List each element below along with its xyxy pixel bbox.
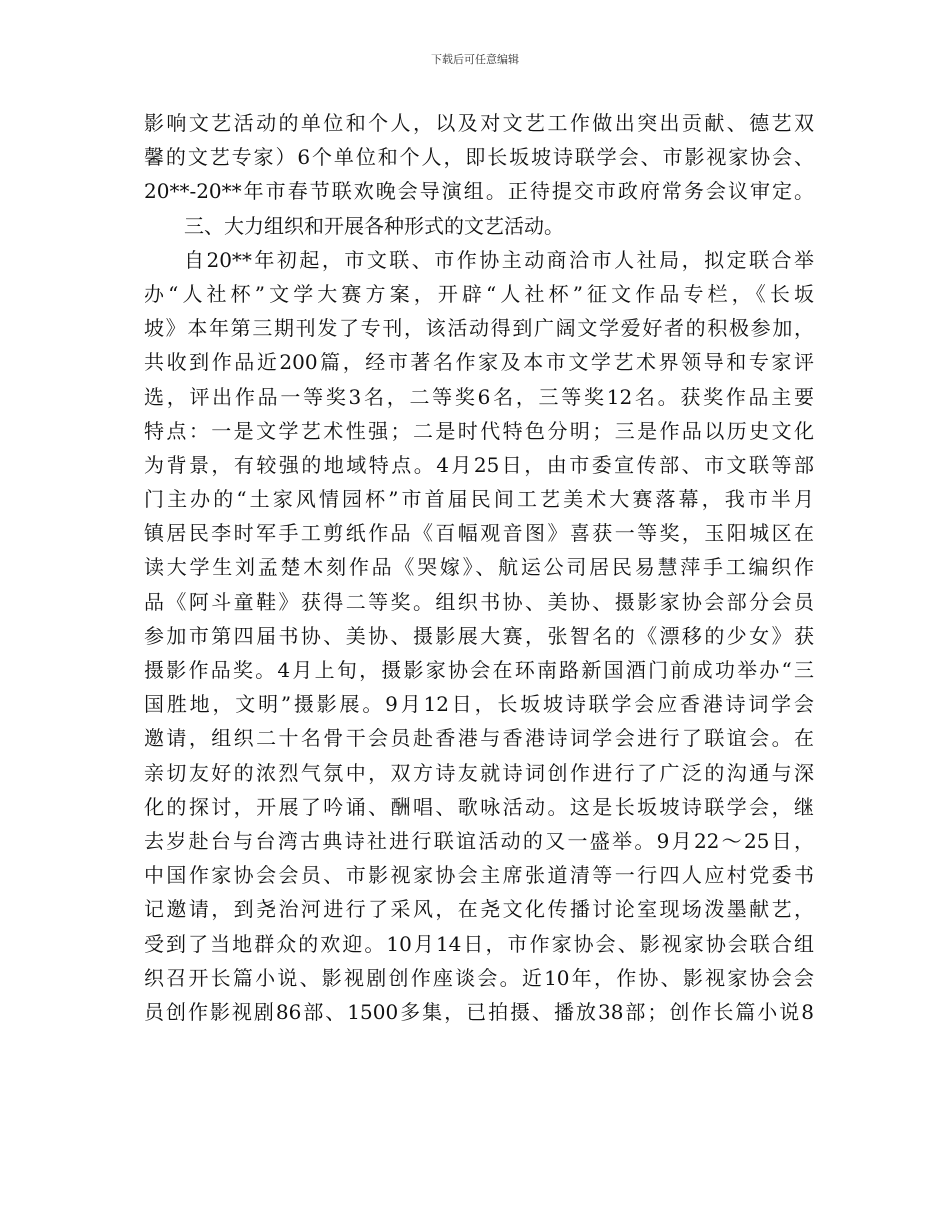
text-line: 特点：一是文学艺术性强；二是时代特色分明；三是作品以历史文化	[144, 418, 814, 443]
text-line: 亲切友好的浓烈气氛中，双方诗友就诗词创作进行了广泛的沟通与深	[144, 760, 814, 785]
text-line: 化的探讨，开展了吟诵、酬唱、歌咏活动。这是长坂坡诗联学会，继	[144, 794, 814, 819]
text-line: 中国作家协会会员、市影视家协会主席张道清等一行四人应村党委书	[144, 863, 814, 888]
section-heading: 三、大力组织和开展各种形式的文艺活动。	[184, 213, 564, 238]
text-line: 办“人社杯”文学大赛方案，开辟“人社杯”征文作品专栏，《长坂	[144, 281, 814, 306]
text-line: 摄影作品奖。4月上旬，摄影家协会在环南路新国酒门前成功举办“三	[144, 658, 814, 682]
text-line: 门主办的“土家风情园杯”市首届民间工艺美术大赛落幕，我市半月	[144, 487, 814, 512]
text-line: 自20**年初起，市文联、市作协主动商洽市人社局，拟定联合举	[184, 247, 814, 272]
text-line: 共收到作品近200篇，经市著名作家及本市文学艺术界领导和专家评	[144, 350, 814, 375]
text-line: 邀请，组织二十名骨干会员赴香港与香港诗词学会进行了联谊会。在	[144, 726, 814, 751]
text-line: 影响文艺活动的单位和个人，以及对文艺工作做出突出贡献、德艺双	[144, 111, 814, 135]
document-body	[144, 106, 814, 1029]
text-line: 记邀请，到尧治河进行了采风，在尧文化传播讨论室现场泼墨献艺，	[144, 897, 814, 922]
text-line: 受到了当地群众的欢迎。10月14日，市作家协会、影视家协会联合组	[144, 931, 814, 956]
text-line: 为背景，有较强的地域特点。4月25日，由市委宣传部、市文联等部	[144, 452, 814, 477]
text-line: 品《阿斗童鞋》获得二等奖。组织书协、美协、摄影家协会部分会员	[144, 589, 814, 614]
text-line: 选，评出作品一等奖3名，二等奖6名，三等奖12名。获奖作品主要	[144, 384, 814, 409]
text-line: 馨的文艺专家）6个单位和个人，即长坂坡诗联学会、市影视家协会、	[144, 145, 814, 170]
page-header-note: 下载后可任意编辑	[431, 53, 519, 66]
text-line: 国胜地，文明”摄影展。9月12日，长坂坡诗联学会应香港诗词学会	[144, 692, 814, 717]
text-line: 参加市第四届书协、美协、摄影展大赛，张智名的《漂移的少女》获	[144, 623, 814, 648]
text-line: 坡》本年第三期刊发了专刊，该活动得到广阔文学爱好者的积极参加，	[144, 316, 814, 341]
text-line: 去岁赴台与台湾古典诗社进行联谊活动的又一盛举。9月22～25日，	[144, 828, 814, 853]
text-line: 织召开长篇小说、影视剧创作座谈会。近10年，作协、影视家协会会	[144, 965, 814, 990]
text-line: 员创作影视剧86部、1500多集，已拍摄、播放38部；创作长篇小说8	[144, 999, 814, 1024]
text-line: 20**-20**年市春节联欢晚会导演组。正待提交市政府常务会议审定。	[144, 179, 814, 204]
text-line: 读大学生刘孟楚木刻作品《哭嫁》、航运公司居民易慧萍手工编织作	[144, 555, 814, 580]
text-line: 镇居民李时军手工剪纸作品《百幅观音图》喜获一等奖，玉阳城区在	[144, 521, 814, 546]
